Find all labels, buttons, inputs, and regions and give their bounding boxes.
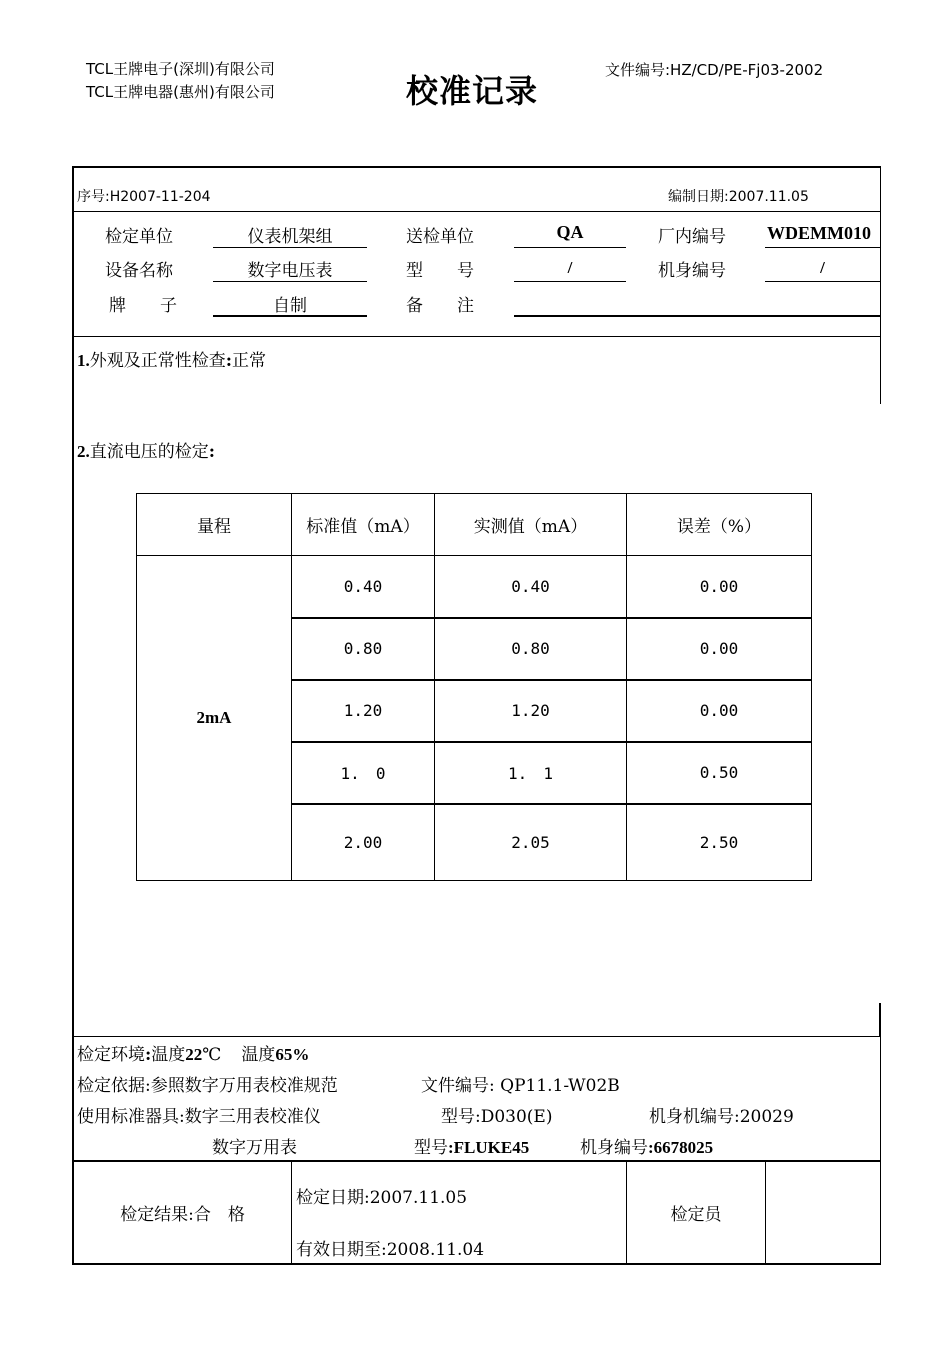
humidity-label: 温度 — [241, 1045, 276, 1065]
temperature-value: 22 — [185, 1045, 203, 1064]
table-cell-measured: 0.40 — [511, 577, 550, 596]
brand-underline — [213, 315, 367, 317]
section-2-title: 直流电压的检定 — [89, 442, 209, 462]
table-cell-measured: 0.80 — [511, 639, 550, 658]
multimeter-body-number — [580, 1133, 713, 1158]
environment-label: 检定环境 — [77, 1045, 145, 1065]
table-header-cell: 标准值（mA） — [306, 517, 420, 537]
send-unit-value: QA — [556, 222, 584, 242]
section-1-title: 外观及正常性检查 — [89, 351, 226, 371]
frame-right-border-lower — [880, 1036, 881, 1265]
model-value: / — [567, 258, 573, 277]
compile-date: 编制日期:2007.11.05 — [668, 189, 809, 205]
device-name-value: 数字电压表 — [247, 261, 333, 281]
standard-equipment-body-number: 机身机编号:20029 — [649, 1107, 794, 1127]
remark-underline — [514, 315, 880, 317]
inspection-date: 检定日期:2007.11.05 — [296, 1188, 468, 1208]
company-name-2: TCL王牌电器(惠州)有限公司 — [86, 83, 275, 101]
company-name-1: TCL王牌电子(深圳)有限公司 — [86, 60, 275, 78]
table-cell-standard: 0.80 — [343, 639, 383, 658]
table-header-cell: 误差（%） — [676, 517, 762, 537]
table-cell-error: 0.00 — [699, 639, 739, 658]
environment-line — [77, 1040, 309, 1065]
table-cell-error: 2.50 — [699, 832, 739, 852]
table-cell-standard: 1. 0 — [340, 764, 386, 783]
inspector-label: 检定员 — [670, 1204, 722, 1225]
inspector-signature-field — [766, 1162, 880, 1262]
device-name-label: 设备名称 — [105, 261, 173, 281]
frame-left-border — [72, 166, 74, 1265]
table-cell-error: 0.50 — [699, 763, 739, 782]
table-header-cell: 实测值（mA） — [473, 517, 588, 537]
temperature-label: 温度 — [151, 1045, 186, 1065]
body-number-underline — [765, 281, 880, 282]
table-cell-error: 0.00 — [699, 701, 739, 720]
device-name-underline — [213, 281, 367, 282]
basis-document-number: 文件编号: QP11.1-W02B — [421, 1076, 620, 1096]
table-cell-error: 0.00 — [699, 577, 739, 596]
table-cell-measured: 2.05 — [511, 832, 550, 852]
send-unit-underline — [514, 247, 626, 248]
humidity-value: 65% — [275, 1045, 310, 1064]
table-col-line — [811, 493, 812, 881]
brand-label: 牌 子 — [109, 296, 177, 316]
table-cell-measured: 1. 1 — [508, 764, 553, 783]
multimeter-body-value: :6678025 — [648, 1138, 714, 1157]
info-divider — [73, 336, 881, 337]
section-1-number: 1. — [77, 351, 90, 370]
multimeter-model — [414, 1133, 529, 1158]
table-cell-standard: 1.20 — [343, 701, 383, 720]
multimeter-name: 数字万用表 — [212, 1138, 297, 1158]
table-cell-measured: 1.20 — [511, 701, 550, 720]
factory-number-underline — [765, 247, 880, 248]
frame-right-border-mark — [879, 1003, 881, 1036]
section-2-number: 2. — [77, 442, 90, 461]
calibration-result: 检定结果:合 格 — [120, 1204, 245, 1225]
temperature-unit: ℃ — [202, 1045, 222, 1065]
multimeter-body-label: 机身编号 — [580, 1138, 648, 1158]
environment-colon: : — [145, 1045, 152, 1065]
standard-equipment-model: 型号:D030(E) — [441, 1107, 553, 1127]
table-cell-standard: 2.00 — [343, 832, 383, 852]
valid-until-date: 有效日期至:2008.11.04 — [296, 1240, 485, 1260]
model-underline — [514, 281, 626, 282]
remark-label: 备 注 — [406, 296, 474, 316]
multimeter-model-value: :FLUKE45 — [448, 1138, 530, 1157]
environment-divider — [73, 1036, 881, 1037]
section-1-result: 正常 — [232, 351, 267, 371]
factory-number-label: 厂内编号 — [658, 227, 726, 247]
table-cell-standard: 0.40 — [343, 577, 383, 596]
model-label: 型 号 — [406, 261, 474, 281]
meta-divider — [73, 211, 881, 212]
frame-top-border — [72, 166, 881, 168]
body-number-label: 机身编号 — [658, 261, 726, 281]
brand-value: 自制 — [273, 296, 307, 316]
standard-equipment: 使用标准器具:数字三用表校准仪 — [77, 1107, 321, 1127]
section-1-colon: : — [225, 351, 233, 371]
frame-right-border-upper — [880, 166, 881, 404]
result-col-line — [291, 1161, 292, 1264]
document-title: 校准记录 — [406, 72, 539, 110]
inspect-unit-label: 检定单位 — [105, 227, 173, 247]
body-number-value: / — [820, 258, 825, 277]
section-2-colon: : — [208, 442, 216, 462]
section-2-heading — [77, 437, 215, 462]
table-header-cell: 量程 — [197, 517, 231, 537]
range-cell: 2mA — [196, 708, 232, 727]
frame-bottom-border — [72, 1263, 881, 1265]
inspect-unit-value: 仪表机架组 — [247, 227, 333, 247]
factory-number-value: WDEMM010 — [767, 223, 871, 243]
send-unit-label: 送检单位 — [406, 227, 474, 247]
multimeter-model-label: 型号 — [414, 1138, 448, 1158]
calibration-basis: 检定依据:参照数字万用表校准规范 — [77, 1076, 338, 1096]
inspect-unit-underline — [213, 247, 367, 248]
serial-number: 序号:H2007-11-204 — [77, 189, 211, 205]
table-bottom-line — [136, 880, 812, 881]
document-number: 文件编号:HZ/CD/PE-Fj03-2002 — [605, 61, 824, 79]
section-1-heading — [77, 346, 266, 371]
